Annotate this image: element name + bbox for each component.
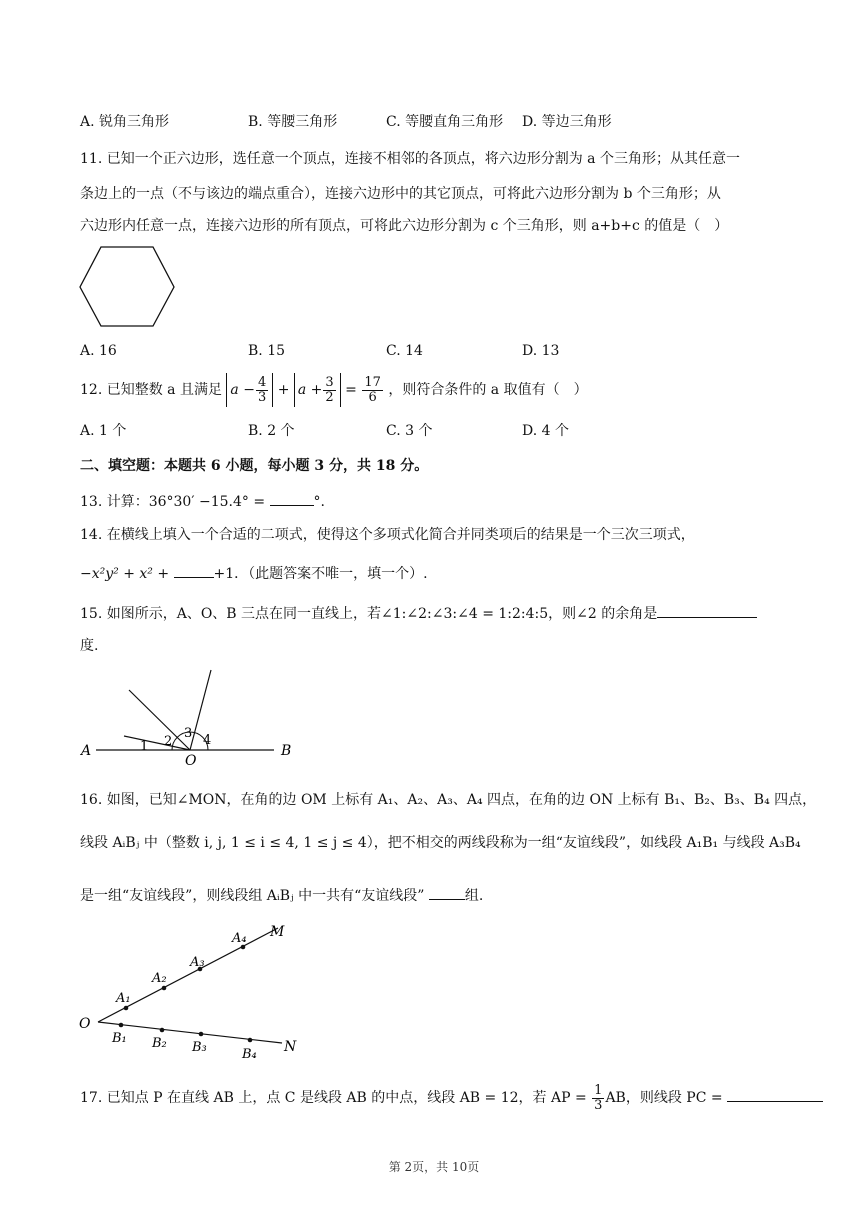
q16-line-2: 线段 AᵢBⱼ 中（整数 i, j, 1 ≤ i ≤ 4, 1 ≤ j ≤ 4），把不相交的两线段称为一组“友谊线段”，如线段 A₁B₁ 与线段 A₃B₄: [80, 835, 801, 851]
q16-angle-figure: [74, 916, 308, 1066]
page-footer: 第 2页，共 10页: [388, 1160, 480, 1174]
q15-text: 15. 如图所示，A、O、B 三点在同一直线上，若∠1:∠2:∠3:∠4 = 1:2:4:5，则∠2 的余角是: [80, 606, 658, 622]
q12-f1-num: 4: [257, 374, 267, 390]
q12-fraction-2: [323, 376, 335, 405]
label-b3: B₃: [192, 1040, 207, 1055]
q17-answer-blank[interactable]: [727, 1087, 823, 1102]
q12-prefix: 12. 已知整数 a 且满足: [80, 382, 222, 398]
q15-line-1: [80, 603, 757, 624]
q10-option-c: C. 等腰直角三角形: [386, 114, 504, 130]
q12-f3-den: 6: [368, 389, 377, 405]
q11-line-2: 条边上的一点（不与该边的端点重合），连接六边形中的其它顶点，可将此六边形分割为 b 个三角形；从: [80, 186, 721, 202]
q12-option-c: C. 3 个: [386, 423, 433, 439]
point-a2: [162, 986, 167, 991]
q11-line-1: 11. 已知一个正六边形，选任意一个顶点，连接不相邻的各顶点，将六边形分割为 a 个三角形；从其任意一: [80, 151, 740, 167]
q14-answer-blank[interactable]: [174, 563, 214, 578]
q14-line-2: [80, 563, 428, 584]
q12-abs-term-1: [226, 373, 273, 407]
label-o: O: [79, 1016, 91, 1032]
q12-option-b: B. 2 个: [248, 423, 295, 439]
label-a3: A₃: [190, 955, 205, 970]
label-a: A: [81, 743, 92, 759]
label-angle-2: 2: [164, 734, 173, 749]
q14-line-1: 14. 在横线上填入一个合适的二项式，使得这个多项式化简合并同类项后的结果是一个三次三项式，: [80, 527, 695, 543]
q12-fraction-3: [362, 376, 383, 405]
q15-line-2: 度.: [80, 638, 99, 654]
label-m: M: [270, 924, 285, 940]
ray-3: [124, 736, 190, 750]
q11-option-b: B. 15: [248, 343, 286, 359]
q16-answer-blank[interactable]: [429, 885, 465, 900]
point-b1: [119, 1023, 124, 1028]
q13-suffix: °.: [313, 494, 325, 510]
point-b3: [199, 1032, 204, 1037]
label-b4: B₄: [242, 1047, 257, 1062]
q12-stem: [80, 371, 588, 409]
point-b2: [160, 1028, 165, 1033]
q16-text: 是一组“友谊线段”，则线段组 AᵢBⱼ 中一共有“友谊线段”: [80, 888, 425, 904]
section-2-heading: 二、填空题：本题共 6 小题，每小题 3 分，共 18 分。: [80, 458, 429, 474]
label-b1: B₁: [112, 1031, 127, 1046]
q17-fraction: [592, 1084, 604, 1113]
q15-angle-figure: [78, 664, 298, 768]
q12-abs2-expr: a +: [297, 382, 323, 398]
q12-equals: =: [345, 382, 357, 398]
label-angle-3: 3: [184, 726, 193, 741]
q12-abs-term-2: [294, 373, 341, 407]
q16-suffix: 组.: [464, 888, 484, 904]
label-n: N: [284, 1039, 297, 1055]
label-angle-1: 1: [140, 739, 149, 754]
hexagon-figure: [76, 244, 178, 330]
q17-f-num: 1: [594, 1082, 603, 1098]
q17-stem: [80, 1080, 823, 1116]
q12-option-a: A. 1 个: [80, 423, 127, 439]
q12-option-d: D. 4 个: [522, 423, 569, 439]
label-a4: A₄: [232, 931, 247, 946]
label-a1: A₁: [116, 991, 131, 1006]
q16-line-1: 16. 如图，已知∠MON，在角的边 OM 上标有 A₁、A₂、A₃、A₄ 四点，在角的边 ON 上标有 B₁、B₂、B₃、B₄ 四点，: [80, 792, 817, 808]
q12-f1-den: 3: [257, 389, 267, 405]
q16-line-3: [80, 885, 483, 906]
q11-option-d: D. 13: [522, 343, 560, 359]
q10-option-b: B. 等腰三角形: [248, 114, 338, 130]
label-b2: B₂: [152, 1036, 167, 1051]
q15-answer-blank[interactable]: [657, 603, 757, 618]
q12-f2-num: 3: [325, 374, 334, 390]
q11-line-3: 六边形内任意一点，连接六边形的所有顶点，可将此六边形分割为 c 个三角形，则 a+b+c 的值是（ ）: [80, 218, 729, 234]
label-b: B: [281, 743, 292, 759]
q13-answer-blank[interactable]: [270, 491, 314, 506]
q12-plus: +: [277, 382, 290, 398]
label-a2: A₂: [152, 971, 167, 986]
q17-prefix: 17. 已知点 P 在直线 AB 上，点 C 是线段 AB 的中点，线段 AB = 12，若 AP =: [80, 1090, 587, 1106]
q10-option-d: D. 等边三角形: [522, 114, 612, 130]
q12-abs1-expr: a −: [230, 382, 255, 398]
q13-stem: [80, 491, 325, 512]
label-o: O: [185, 753, 197, 768]
q12-suffix: ，则符合条件的 a 取值有（ ）: [388, 382, 588, 398]
q12-f2-den: 2: [325, 389, 334, 405]
q13-prefix: 13. 计算：36°30′ −15.4° =: [80, 494, 266, 510]
q14-tail: +1．（此题答案不唯一，填一个）.: [213, 566, 428, 582]
q12-fraction-1: [256, 376, 268, 405]
point-a1: [124, 1006, 129, 1011]
point-b4: [248, 1038, 253, 1043]
q12-f3-num: 17: [364, 374, 381, 390]
q14-expression: −x²y² + x² +: [80, 566, 170, 582]
ray-1: [129, 690, 193, 750]
label-angle-4: 4: [203, 733, 212, 748]
q11-option-a: A. 16: [80, 343, 117, 359]
q17-f-den: 3: [594, 1097, 603, 1113]
q17-suffix: AB，则线段 PC =: [605, 1090, 723, 1106]
q10-option-a: A. 锐角三角形: [80, 114, 170, 130]
q11-option-c: C. 14: [386, 343, 423, 359]
